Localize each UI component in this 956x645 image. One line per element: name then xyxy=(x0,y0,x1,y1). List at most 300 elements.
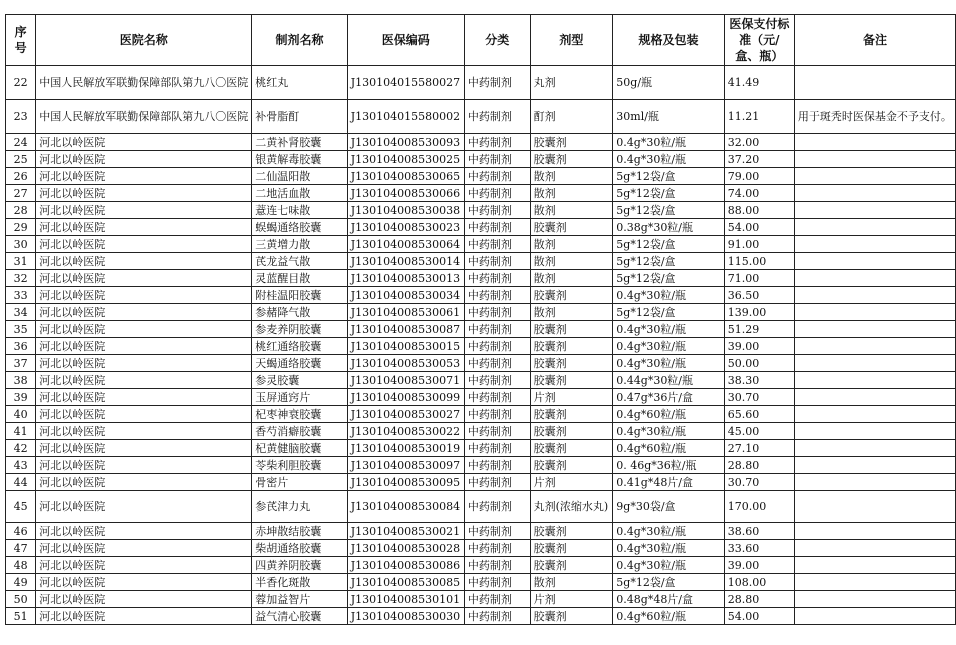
cell-price: 54.00 xyxy=(724,608,794,625)
cell-hospital: 河北以岭医院 xyxy=(36,574,252,591)
cell-price: 65.60 xyxy=(724,406,794,423)
cell-dosage-form: 片剂 xyxy=(530,474,613,491)
cell-category: 中药制剂 xyxy=(464,134,530,151)
cell-dosage-form: 胶囊剂 xyxy=(530,423,613,440)
cell-spec: 5g*12袋/盒 xyxy=(613,270,725,287)
cell-dosage-form: 胶囊剂 xyxy=(530,457,613,474)
cell-dosage-form: 散剂 xyxy=(530,168,613,185)
cell-dosage-form: 胶囊剂 xyxy=(530,151,613,168)
cell-seq: 28 xyxy=(6,202,36,219)
cell-price: 74.00 xyxy=(724,185,794,202)
cell-insurance-code: J130104008530095 xyxy=(347,474,464,491)
cell-insurance-code: J130104008530019 xyxy=(347,440,464,457)
cell-dosage-form: 散剂 xyxy=(530,236,613,253)
cell-dosage-form: 胶囊剂 xyxy=(530,406,613,423)
cell-insurance-code: J130104008530071 xyxy=(347,372,464,389)
cell-hospital: 河北以岭医院 xyxy=(36,253,252,270)
cell-seq: 31 xyxy=(6,253,36,270)
cell-spec: 0.41g*48片/盒 xyxy=(613,474,725,491)
cell-category: 中药制剂 xyxy=(464,219,530,236)
cell-dosage-form: 胶囊剂 xyxy=(530,608,613,625)
cell-preparation-name: 二地活血散 xyxy=(252,185,348,202)
cell-preparation-name: 参麦养阴胶囊 xyxy=(252,321,348,338)
header-spec: 规格及包装 xyxy=(613,15,725,66)
cell-hospital: 河北以岭医院 xyxy=(36,440,252,457)
cell-dosage-form: 胶囊剂 xyxy=(530,372,613,389)
table-row xyxy=(6,100,956,134)
cell-seq: 26 xyxy=(6,168,36,185)
cell-category: 中药制剂 xyxy=(464,202,530,219)
cell-note xyxy=(794,66,955,100)
cell-dosage-form: 胶囊剂 xyxy=(530,557,613,574)
cell-hospital: 河北以岭医院 xyxy=(36,321,252,338)
cell-price: 28.80 xyxy=(724,457,794,474)
cell-insurance-code: J130104008530085 xyxy=(347,574,464,591)
cell-category: 中药制剂 xyxy=(464,270,530,287)
cell-preparation-name: 益气清心胶囊 xyxy=(252,608,348,625)
cell-category: 中药制剂 xyxy=(464,406,530,423)
cell-dosage-form: 散剂 xyxy=(530,253,613,270)
cell-insurance-code: J130104008530099 xyxy=(347,389,464,406)
cell-dosage-form: 胶囊剂 xyxy=(530,338,613,355)
cell-spec: 0.4g*30粒/瓶 xyxy=(613,423,725,440)
cell-spec: 0.4g*30粒/瓶 xyxy=(613,151,725,168)
cell-price: 27.10 xyxy=(724,440,794,457)
cell-spec: 9g*30袋/盒 xyxy=(613,491,725,523)
table-row xyxy=(6,202,956,219)
cell-spec: 0.38g*30粒/瓶 xyxy=(613,219,725,236)
cell-insurance-code: J130104008530065 xyxy=(347,168,464,185)
cell-note xyxy=(794,236,955,253)
cell-preparation-name: 香芍消癖胶囊 xyxy=(252,423,348,440)
cell-category: 中药制剂 xyxy=(464,287,530,304)
cell-dosage-form: 胶囊剂 xyxy=(530,355,613,372)
cell-price: 71.00 xyxy=(724,270,794,287)
cell-insurance-code: J130104008530023 xyxy=(347,219,464,236)
cell-dosage-form: 散剂 xyxy=(530,574,613,591)
cell-spec: 0.4g*30粒/瓶 xyxy=(613,540,725,557)
cell-note xyxy=(794,591,955,608)
cell-seq: 38 xyxy=(6,372,36,389)
table-row xyxy=(6,287,956,304)
cell-category: 中药制剂 xyxy=(464,185,530,202)
cell-category: 中药制剂 xyxy=(464,253,530,270)
cell-dosage-form: 片剂 xyxy=(530,389,613,406)
cell-hospital: 河北以岭医院 xyxy=(36,168,252,185)
cell-note xyxy=(794,287,955,304)
cell-dosage-form: 散剂 xyxy=(530,304,613,321)
cell-preparation-name: 柴胡通络胶囊 xyxy=(252,540,348,557)
table-row xyxy=(6,270,956,287)
table-row xyxy=(6,219,956,236)
cell-seq: 50 xyxy=(6,591,36,608)
cell-note xyxy=(794,540,955,557)
cell-seq: 22 xyxy=(6,66,36,100)
cell-hospital: 中国人民解放军联勤保障部队第九八〇医院 xyxy=(36,100,252,134)
cell-preparation-name: 骨密片 xyxy=(252,474,348,491)
cell-seq: 48 xyxy=(6,557,36,574)
cell-note: 用于斑秃时医保基金不予支付。 xyxy=(794,100,955,134)
header-insurance-code: 医保编码 xyxy=(347,15,464,66)
cell-hospital: 河北以岭医院 xyxy=(36,270,252,287)
cell-hospital: 河北以岭医院 xyxy=(36,423,252,440)
cell-hospital: 中国人民解放军联勤保障部队第九八〇医院 xyxy=(36,66,252,100)
cell-note xyxy=(794,574,955,591)
table-row xyxy=(6,304,956,321)
cell-spec: 0.4g*30粒/瓶 xyxy=(613,557,725,574)
cell-note xyxy=(794,253,955,270)
cell-category: 中药制剂 xyxy=(464,540,530,557)
cell-insurance-code: J130104008530061 xyxy=(347,304,464,321)
cell-note xyxy=(794,523,955,540)
cell-seq: 40 xyxy=(6,406,36,423)
table-row xyxy=(6,474,956,491)
cell-price: 33.60 xyxy=(724,540,794,557)
cell-hospital: 河北以岭医院 xyxy=(36,540,252,557)
cell-hospital: 河北以岭医院 xyxy=(36,389,252,406)
reimbursement-table xyxy=(5,14,956,625)
cell-note xyxy=(794,202,955,219)
cell-hospital: 河北以岭医院 xyxy=(36,134,252,151)
cell-note xyxy=(794,270,955,287)
cell-insurance-code: J130104008530014 xyxy=(347,253,464,270)
cell-preparation-name: 参赭降气散 xyxy=(252,304,348,321)
cell-category: 中药制剂 xyxy=(464,389,530,406)
cell-seq: 46 xyxy=(6,523,36,540)
cell-insurance-code: J130104008530097 xyxy=(347,457,464,474)
cell-hospital: 河北以岭医院 xyxy=(36,236,252,253)
cell-preparation-name: 杞枣神衰胶囊 xyxy=(252,406,348,423)
table-row xyxy=(6,491,956,523)
cell-insurance-code: J130104008530084 xyxy=(347,491,464,523)
cell-note xyxy=(794,389,955,406)
cell-hospital: 河北以岭医院 xyxy=(36,523,252,540)
cell-seq: 23 xyxy=(6,100,36,134)
cell-note xyxy=(794,440,955,457)
cell-note xyxy=(794,219,955,236)
cell-spec: 0.4g*30粒/瓶 xyxy=(613,355,725,372)
cell-note xyxy=(794,406,955,423)
cell-insurance-code: J130104008530034 xyxy=(347,287,464,304)
cell-price: 41.49 xyxy=(724,66,794,100)
cell-hospital: 河北以岭医院 xyxy=(36,355,252,372)
cell-category: 中药制剂 xyxy=(464,591,530,608)
table-row xyxy=(6,185,956,202)
header-seq: 序号 xyxy=(6,15,36,66)
cell-spec: 5g*12袋/盒 xyxy=(613,168,725,185)
cell-dosage-form: 胶囊剂 xyxy=(530,523,613,540)
cell-note xyxy=(794,423,955,440)
cell-insurance-code: J130104008530025 xyxy=(347,151,464,168)
table-row xyxy=(6,253,956,270)
cell-category: 中药制剂 xyxy=(464,440,530,457)
cell-category: 中药制剂 xyxy=(464,491,530,523)
cell-dosage-form: 片剂 xyxy=(530,591,613,608)
cell-dosage-form: 胶囊剂 xyxy=(530,440,613,457)
cell-insurance-code: J130104008530064 xyxy=(347,236,464,253)
table-body xyxy=(6,66,956,625)
cell-price: 39.00 xyxy=(724,338,794,355)
cell-seq: 49 xyxy=(6,574,36,591)
cell-spec: 0.48g*48片/盒 xyxy=(613,591,725,608)
table-row xyxy=(6,457,956,474)
cell-preparation-name: 附桂温阳胶囊 xyxy=(252,287,348,304)
cell-seq: 29 xyxy=(6,219,36,236)
cell-note xyxy=(794,355,955,372)
cell-insurance-code: J130104008530028 xyxy=(347,540,464,557)
cell-price: 38.60 xyxy=(724,523,794,540)
cell-category: 中药制剂 xyxy=(464,423,530,440)
cell-price: 108.00 xyxy=(724,574,794,591)
header-category: 分类 xyxy=(464,15,530,66)
cell-spec: 0.4g*60粒/瓶 xyxy=(613,440,725,457)
cell-preparation-name: 蜈蝎通络胶囊 xyxy=(252,219,348,236)
cell-seq: 51 xyxy=(6,608,36,625)
cell-note xyxy=(794,457,955,474)
cell-preparation-name: 参灵胶囊 xyxy=(252,372,348,389)
cell-hospital: 河北以岭医院 xyxy=(36,591,252,608)
table-row xyxy=(6,608,956,625)
cell-insurance-code: J130104015580027 xyxy=(347,66,464,100)
cell-price: 38.30 xyxy=(724,372,794,389)
table-row xyxy=(6,372,956,389)
cell-dosage-form: 胶囊剂 xyxy=(530,540,613,557)
header-row xyxy=(6,15,956,66)
table-row xyxy=(6,338,956,355)
table-row xyxy=(6,134,956,151)
cell-spec: 0. 46g*36粒/瓶 xyxy=(613,457,725,474)
cell-preparation-name: 桃红丸 xyxy=(252,66,348,100)
cell-note xyxy=(794,168,955,185)
header-price: 医保支付标准（元/盒、瓶） xyxy=(724,15,794,66)
cell-seq: 34 xyxy=(6,304,36,321)
table-row xyxy=(6,389,956,406)
cell-hospital: 河北以岭医院 xyxy=(36,474,252,491)
cell-seq: 35 xyxy=(6,321,36,338)
cell-insurance-code: J130104008530038 xyxy=(347,202,464,219)
header-dosage-form: 剂型 xyxy=(530,15,613,66)
cell-dosage-form: 胶囊剂 xyxy=(530,287,613,304)
header-preparation-name: 制剂名称 xyxy=(252,15,348,66)
cell-seq: 39 xyxy=(6,389,36,406)
cell-note xyxy=(794,338,955,355)
cell-hospital: 河北以岭医院 xyxy=(36,372,252,389)
cell-spec: 0.4g*30粒/瓶 xyxy=(613,523,725,540)
cell-category: 中药制剂 xyxy=(464,574,530,591)
cell-price: 51.29 xyxy=(724,321,794,338)
cell-insurance-code: J130104008530053 xyxy=(347,355,464,372)
cell-dosage-form: 散剂 xyxy=(530,202,613,219)
cell-dosage-form: 散剂 xyxy=(530,185,613,202)
table-row xyxy=(6,151,956,168)
cell-spec: 0.4g*30粒/瓶 xyxy=(613,338,725,355)
cell-note xyxy=(794,185,955,202)
cell-price: 50.00 xyxy=(724,355,794,372)
cell-hospital: 河北以岭医院 xyxy=(36,219,252,236)
cell-dosage-form: 胶囊剂 xyxy=(530,134,613,151)
cell-category: 中药制剂 xyxy=(464,372,530,389)
cell-price: 39.00 xyxy=(724,557,794,574)
cell-spec: 0.44g*30粒/瓶 xyxy=(613,372,725,389)
cell-preparation-name: 赤坤散结胶囊 xyxy=(252,523,348,540)
cell-preparation-name: 二黄补肾胶囊 xyxy=(252,134,348,151)
cell-category: 中药制剂 xyxy=(464,151,530,168)
cell-preparation-name: 杞黄健脑胶囊 xyxy=(252,440,348,457)
cell-insurance-code: J130104008530027 xyxy=(347,406,464,423)
cell-preparation-name: 三黄增力散 xyxy=(252,236,348,253)
cell-price: 91.00 xyxy=(724,236,794,253)
cell-note xyxy=(794,474,955,491)
cell-spec: 0.4g*60粒/瓶 xyxy=(613,608,725,625)
cell-spec: 0.4g*30粒/瓶 xyxy=(613,287,725,304)
cell-hospital: 河北以岭医院 xyxy=(36,608,252,625)
cell-note xyxy=(794,491,955,523)
cell-category: 中药制剂 xyxy=(464,608,530,625)
cell-seq: 47 xyxy=(6,540,36,557)
cell-price: 45.00 xyxy=(724,423,794,440)
cell-insurance-code: J130104008530087 xyxy=(347,321,464,338)
cell-preparation-name: 苓柴利胆胶囊 xyxy=(252,457,348,474)
cell-spec: 5g*12袋/盒 xyxy=(613,574,725,591)
table-row xyxy=(6,423,956,440)
cell-seq: 33 xyxy=(6,287,36,304)
table-row xyxy=(6,406,956,423)
table-row xyxy=(6,66,956,100)
header-hospital: 医院名称 xyxy=(36,15,252,66)
cell-spec: 30ml/瓶 xyxy=(613,100,725,134)
cell-hospital: 河北以岭医院 xyxy=(36,406,252,423)
cell-spec: 0.47g*36片/盒 xyxy=(613,389,725,406)
cell-seq: 41 xyxy=(6,423,36,440)
cell-preparation-name: 半香化斑散 xyxy=(252,574,348,591)
cell-seq: 30 xyxy=(6,236,36,253)
cell-hospital: 河北以岭医院 xyxy=(36,185,252,202)
cell-note xyxy=(794,304,955,321)
cell-note xyxy=(794,321,955,338)
cell-category: 中药制剂 xyxy=(464,523,530,540)
cell-spec: 5g*12袋/盒 xyxy=(613,253,725,270)
cell-category: 中药制剂 xyxy=(464,321,530,338)
cell-dosage-form: 胶囊剂 xyxy=(530,219,613,236)
cell-preparation-name: 蓉加益智片 xyxy=(252,591,348,608)
cell-price: 115.00 xyxy=(724,253,794,270)
cell-hospital: 河北以岭医院 xyxy=(36,287,252,304)
cell-category: 中药制剂 xyxy=(464,236,530,253)
cell-category: 中药制剂 xyxy=(464,457,530,474)
cell-price: 37.20 xyxy=(724,151,794,168)
table-row xyxy=(6,236,956,253)
cell-category: 中药制剂 xyxy=(464,66,530,100)
cell-spec: 0.4g*30粒/瓶 xyxy=(613,134,725,151)
cell-hospital: 河北以岭医院 xyxy=(36,491,252,523)
cell-category: 中药制剂 xyxy=(464,338,530,355)
cell-seq: 37 xyxy=(6,355,36,372)
cell-seq: 27 xyxy=(6,185,36,202)
table-row xyxy=(6,523,956,540)
cell-spec: 0.4g*60粒/瓶 xyxy=(613,406,725,423)
cell-seq: 45 xyxy=(6,491,36,523)
table-row xyxy=(6,557,956,574)
cell-hospital: 河北以岭医院 xyxy=(36,338,252,355)
cell-seq: 25 xyxy=(6,151,36,168)
cell-seq: 42 xyxy=(6,440,36,457)
cell-spec: 5g*12袋/盒 xyxy=(613,185,725,202)
cell-insurance-code: J130104008530015 xyxy=(347,338,464,355)
cell-hospital: 河北以岭医院 xyxy=(36,202,252,219)
cell-hospital: 河北以岭医院 xyxy=(36,304,252,321)
cell-preparation-name: 银黄解毒胶囊 xyxy=(252,151,348,168)
cell-seq: 24 xyxy=(6,134,36,151)
cell-note xyxy=(794,557,955,574)
cell-dosage-form: 丸剂 xyxy=(530,66,613,100)
cell-insurance-code: J130104015580002 xyxy=(347,100,464,134)
cell-note xyxy=(794,608,955,625)
table-row xyxy=(6,168,956,185)
cell-category: 中药制剂 xyxy=(464,304,530,321)
cell-seq: 36 xyxy=(6,338,36,355)
cell-insurance-code: J130104008530086 xyxy=(347,557,464,574)
cell-insurance-code: J130104008530066 xyxy=(347,185,464,202)
cell-insurance-code: J130104008530093 xyxy=(347,134,464,151)
cell-category: 中药制剂 xyxy=(464,100,530,134)
cell-preparation-name: 补骨脂酊 xyxy=(252,100,348,134)
table-row xyxy=(6,591,956,608)
cell-insurance-code: J130104008530022 xyxy=(347,423,464,440)
cell-spec: 0.4g*30粒/瓶 xyxy=(613,321,725,338)
cell-price: 139.00 xyxy=(724,304,794,321)
cell-insurance-code: J130104008530030 xyxy=(347,608,464,625)
cell-insurance-code: J130104008530101 xyxy=(347,591,464,608)
table-row xyxy=(6,321,956,338)
cell-note xyxy=(794,151,955,168)
cell-preparation-name: 参芪津力丸 xyxy=(252,491,348,523)
cell-preparation-name: 芪龙益气散 xyxy=(252,253,348,270)
cell-price: 79.00 xyxy=(724,168,794,185)
cell-dosage-form: 散剂 xyxy=(530,270,613,287)
cell-insurance-code: J130104008530013 xyxy=(347,270,464,287)
cell-hospital: 河北以岭医院 xyxy=(36,457,252,474)
header-note: 备注 xyxy=(794,15,955,66)
table-row xyxy=(6,540,956,557)
cell-dosage-form: 胶囊剂 xyxy=(530,321,613,338)
cell-price: 30.70 xyxy=(724,389,794,406)
table-row xyxy=(6,355,956,372)
cell-price: 88.00 xyxy=(724,202,794,219)
cell-hospital: 河北以岭医院 xyxy=(36,557,252,574)
cell-dosage-form: 丸剂(浓缩水丸) xyxy=(530,491,613,523)
cell-category: 中药制剂 xyxy=(464,355,530,372)
cell-seq: 44 xyxy=(6,474,36,491)
cell-preparation-name: 桃红通络胶囊 xyxy=(252,338,348,355)
cell-price: 11.21 xyxy=(724,100,794,134)
table-row xyxy=(6,440,956,457)
cell-category: 中药制剂 xyxy=(464,168,530,185)
cell-note xyxy=(794,134,955,151)
cell-dosage-form: 酊剂 xyxy=(530,100,613,134)
cell-price: 170.00 xyxy=(724,491,794,523)
cell-spec: 5g*12袋/盒 xyxy=(613,304,725,321)
cell-category: 中药制剂 xyxy=(464,474,530,491)
cell-preparation-name: 薏连七味散 xyxy=(252,202,348,219)
cell-price: 36.50 xyxy=(724,287,794,304)
cell-note xyxy=(794,372,955,389)
cell-insurance-code: J130104008530021 xyxy=(347,523,464,540)
cell-price: 54.00 xyxy=(724,219,794,236)
table-wrapper xyxy=(5,14,956,625)
cell-preparation-name: 天蝎通络胶囊 xyxy=(252,355,348,372)
cell-price: 30.70 xyxy=(724,474,794,491)
cell-seq: 43 xyxy=(6,457,36,474)
